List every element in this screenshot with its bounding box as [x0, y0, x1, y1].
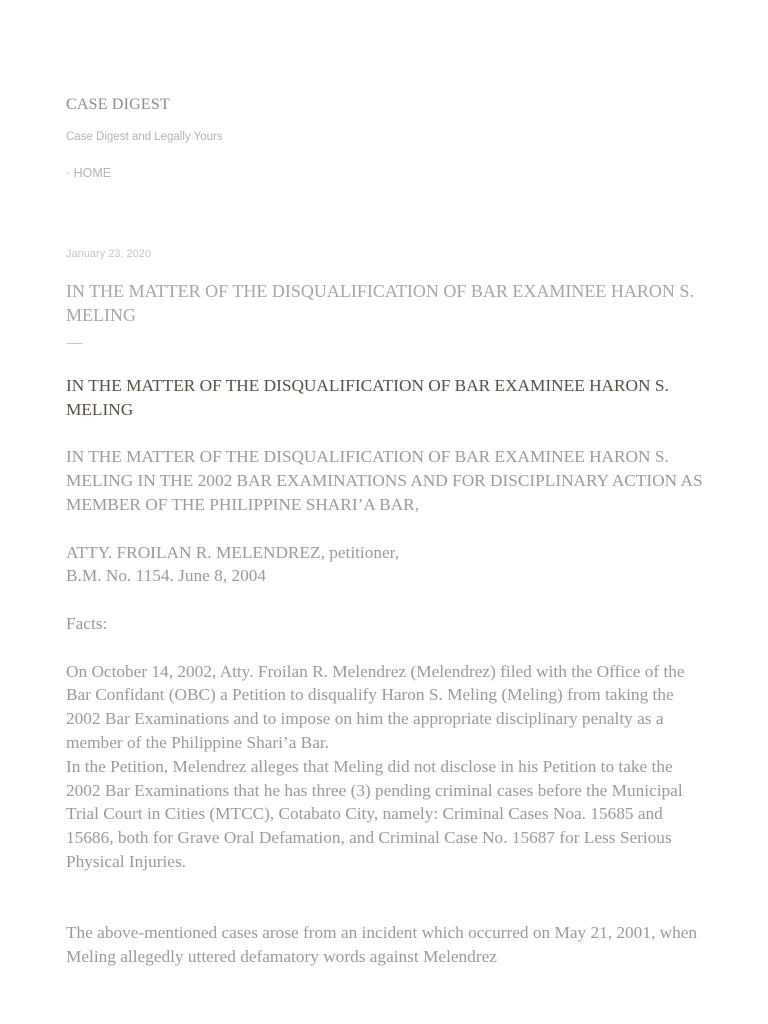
nav-item-home[interactable] — [66, 166, 111, 180]
facts-paragraph: On October 14, 2002, Atty. Froilan R. Melendrez (Melendrez) filed with the Office of the Bar Confidant (OBC) a Petition to disqualify Haron S. Meling (Meling) from taking the 2002 Bar Examinations and to impose on him the appropriate disciplinary penalty as a member of the Philippine Shari’a Bar. — [66, 661, 685, 752]
petitioner-line: ATTY. FROILAN R. MELENDREZ, petitioner, — [66, 542, 400, 562]
title-divider — [67, 343, 83, 344]
case-number-line: B.M. No. 1154. June 8, 2004 — [66, 566, 267, 586]
incident-paragraph: The above-mentioned cases arose from an incident which occurred on May 21, 2001, when Meling allegedly uttered defamatory words against Melendrez — [66, 923, 698, 967]
facts-label: Facts: — [66, 613, 108, 633]
petition-paragraph: In the Petition, Melendrez alleges that Meling did not disclose in his Petition to take the 2002 Bar Examinations that he has three (3) pending criminal cases before the Municipal Trial Court in Cities (MTCC), Cotabato City, namely: Criminal Cases Noa. 15685 and 15686, both for Grave Oral Defamation, and Criminal Case No. 15687 for Less Serious Physical Injuries. — [66, 756, 683, 871]
content-heading: IN THE MATTER OF THE DISQUALIFICATION OF BAR EXAMINEE HARON S. MELING — [66, 376, 669, 419]
site-title-link[interactable]: CASE DIGEST — [66, 96, 170, 113]
post-date: January 23, 2020 — [66, 248, 152, 260]
post-title: IN THE MATTER OF THE DISQUALIFICATION OF BAR EXAMINEE HARON S. MELING — [66, 281, 694, 325]
nav-link-home[interactable]: · HOME — [66, 166, 112, 180]
post-content — [66, 374, 706, 969]
main-nav — [66, 166, 111, 180]
case-caption: IN THE MATTER OF THE DISQUALIFICATION OF BAR EXAMINEE HARON S. MELING IN THE 2002 BAR EXAMINATIONS AND FOR DISCIPLINARY ACTION AS MEMBER OF THE PHILIPPINE SHARI’A BAR, — [66, 447, 703, 514]
site-tagline: Case Digest and Legally Yours — [66, 131, 223, 143]
